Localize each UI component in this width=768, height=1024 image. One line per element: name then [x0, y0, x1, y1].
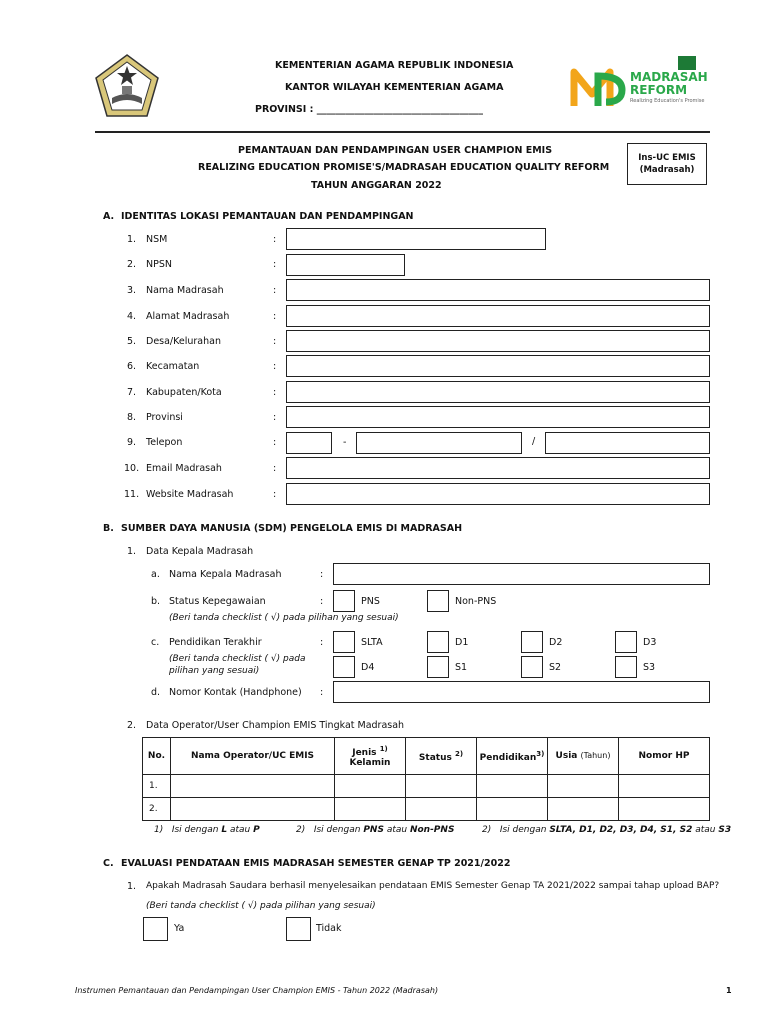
title-line3: TAHUN ANGGARAN 2022 — [311, 180, 442, 191]
field-label: Kabupaten/Kota — [146, 387, 222, 398]
sub2-num: 2. — [127, 720, 137, 731]
sup-2: 2) — [455, 749, 464, 758]
footnote-1-l: L — [221, 825, 228, 835]
footnote-2-pns: PNS — [363, 825, 384, 835]
colon: : — [273, 336, 277, 347]
slta-checkbox[interactable] — [333, 631, 355, 653]
colon: : — [273, 361, 277, 372]
col-phone: Nomor HP — [619, 738, 710, 775]
footnote-3-s3: S3 — [718, 825, 732, 835]
desa-input[interactable] — [286, 330, 710, 352]
cell-phone[interactable] — [619, 798, 710, 821]
npsn-input[interactable] — [286, 254, 405, 276]
table-row — [143, 798, 710, 821]
field-label: Telepon — [146, 437, 183, 448]
footnote-3-levels: SLTA, D1, D2, D3, D4, S1, S2 — [549, 825, 693, 835]
footnote-3-num: 2) — [482, 825, 492, 835]
pns-label: PNS — [361, 596, 380, 607]
province-line: PROVINSI : ___________________________________ — [255, 104, 483, 115]
cell-age[interactable] — [548, 775, 619, 798]
kecamatan-input[interactable] — [286, 355, 710, 377]
website-input[interactable] — [286, 483, 710, 505]
kontak-input[interactable] — [333, 681, 710, 703]
cell-gender[interactable] — [335, 798, 406, 821]
field-label: Desa/Kelurahan — [146, 336, 221, 347]
colon: : — [320, 637, 324, 648]
colon: : — [273, 463, 277, 474]
q1-hint: (Beri tanda checklist ( √) pada pilihan yang sesuai) — [146, 901, 376, 911]
d2-label: D2 — [549, 637, 563, 648]
field-num: 3. — [127, 285, 137, 296]
col-status — [406, 738, 477, 775]
title-line1: PEMANTAUAN DAN PENDAMPINGAN USER CHAMPION EMIS — [238, 145, 553, 156]
provinsi-input[interactable] — [286, 406, 710, 428]
ya-label: Ya — [174, 923, 185, 934]
table-header-row — [143, 738, 710, 775]
field-label: NPSN — [146, 259, 172, 270]
cell-gender[interactable] — [335, 775, 406, 798]
section-b-heading: SUMBER DAYA MANUSIA (SDM) PENGELOLA EMIS DI MADRASAH — [121, 523, 463, 534]
colon: : — [320, 596, 324, 607]
field-label: Email Madrasah — [146, 463, 222, 474]
title-line2: REALIZING EDUCATION PROMISE'S/MADRASAH EDUCATION QUALITY REFORM — [198, 162, 610, 173]
col-age-label: Usia — [555, 751, 578, 761]
d2-checkbox[interactable] — [521, 631, 543, 653]
field-label: Provinsi — [146, 412, 183, 423]
status-hint: (Beri tanda checklist ( √) pada pilihan yang sesuai) — [169, 613, 399, 623]
footnote-2-text: Isi dengan — [313, 825, 361, 835]
col-age-unit: (Tahun) — [580, 751, 611, 760]
pns-checkbox[interactable] — [333, 590, 355, 612]
item-d-letter: d. — [151, 687, 161, 698]
instrument-code-box — [627, 143, 707, 185]
field-num: 5. — [127, 336, 137, 347]
d3-label: D3 — [643, 637, 657, 648]
row-num: 1. — [143, 775, 171, 798]
logo-text-madrasah: MADRASAH — [630, 70, 708, 84]
footnote-2-num: 2) — [296, 825, 306, 835]
tidak-label: Tidak — [316, 923, 342, 934]
field-num: 2. — [127, 259, 137, 270]
item-b-letter: b. — [151, 596, 161, 607]
cell-age[interactable] — [548, 798, 619, 821]
field-label: Website Madrasah — [146, 489, 234, 500]
field-num: 1. — [127, 234, 137, 245]
non-pns-label: Non-PNS — [455, 596, 497, 607]
d1-label: D1 — [455, 637, 469, 648]
cell-status[interactable] — [406, 798, 477, 821]
edu-hint-2: pilihan yang sesuai) — [169, 666, 260, 676]
footnote-2-nonpns: Non-PNS — [409, 825, 455, 835]
col-edu — [477, 738, 548, 775]
field-num: 8. — [127, 412, 137, 423]
kepala-madrasah-input[interactable] — [333, 563, 710, 585]
colon: : — [273, 412, 277, 423]
field-num: 7. — [127, 387, 137, 398]
s1-label: S1 — [455, 662, 468, 673]
madrasah-reform-logo — [570, 54, 708, 116]
item-a-label: Nama Kepala Madrasah — [169, 569, 282, 580]
sub1-num: 1. — [127, 546, 137, 557]
s1-checkbox[interactable] — [427, 656, 449, 678]
item-a-letter: a. — [151, 569, 160, 580]
col-edu-label: Pendidikan — [479, 752, 537, 763]
cell-phone[interactable] — [619, 775, 710, 798]
footnote-3 — [482, 825, 731, 835]
field-num: 11. — [124, 489, 140, 500]
footnote-1-mid: atau — [229, 825, 251, 835]
cell-edu[interactable] — [477, 798, 548, 821]
footnote-2-mid: atau — [386, 825, 408, 835]
section-a-heading: IDENTITAS LOKASI PEMANTAUAN DAN PENDAMPINGAN — [121, 211, 414, 222]
item-d-label: Nomor Kontak (Handphone) — [169, 687, 302, 698]
section-a-letter: A. — [103, 211, 115, 222]
field-label: Kecamatan — [146, 361, 200, 372]
colon: : — [273, 285, 277, 296]
section-b-letter: B. — [103, 523, 114, 534]
field-label: Alamat Madrasah — [146, 311, 230, 322]
edu-hint-1: (Beri tanda checklist ( √) pada — [169, 654, 306, 664]
q1-text: Apakah Madrasah Saudara berhasil menyelesaikan pendataan EMIS Semester Genap TA 2021/2022 sampai tahap upload BAP? — [146, 881, 720, 891]
footnote-3-text: Isi dengan — [499, 825, 547, 835]
footnote-1-p: P — [253, 825, 260, 835]
field-label: NSM — [146, 234, 168, 245]
d3-checkbox[interactable] — [615, 631, 637, 653]
d4-label: D4 — [361, 662, 375, 673]
q1-num: 1. — [127, 881, 137, 892]
colon: : — [320, 687, 324, 698]
sup-3: 3) — [536, 749, 545, 758]
logo-tagline: Realizing Education's Promise — [630, 98, 705, 104]
telepon-area-input[interactable] — [286, 432, 332, 454]
ministry-name: KEMENTERIAN AGAMA REPUBLIK INDONESIA — [275, 60, 514, 71]
footnote-1-num: 1) — [154, 825, 164, 835]
section-c-heading: EVALUASI PENDATAAN EMIS MADRASAH SEMESTER GENAP TP 2021/2022 — [121, 858, 511, 869]
telepon-ext-input[interactable] — [545, 432, 710, 454]
office-name: KANTOR WILAYAH KEMENTERIAN AGAMA — [285, 82, 504, 93]
sub2-label: Data Operator/User Champion EMIS Tingkat Madrasah — [146, 720, 405, 731]
col-gender-line2: Kelamin — [349, 757, 391, 768]
ministry-logo — [92, 52, 162, 122]
s3-checkbox[interactable] — [615, 656, 637, 678]
tidak-checkbox[interactable] — [286, 917, 311, 941]
colon: : — [273, 387, 277, 398]
item-b-label: Status Kepegawaian — [169, 596, 266, 607]
col-name: Nama Operator/UC EMIS — [171, 738, 335, 775]
item-c-label: Pendidikan Terakhir — [169, 637, 262, 648]
nama-madrasah-input[interactable] — [286, 279, 710, 301]
non-pns-checkbox[interactable] — [427, 590, 449, 612]
cell-status[interactable] — [406, 775, 477, 798]
field-num: 9. — [127, 437, 137, 448]
kabupaten-input[interactable] — [286, 381, 710, 403]
colon: : — [273, 437, 277, 448]
phone-dash: - — [343, 437, 347, 448]
sup-1: 1) — [379, 744, 388, 753]
alamat-madrasah-input[interactable] — [286, 305, 710, 327]
colon: : — [273, 234, 277, 245]
colon: : — [273, 489, 277, 500]
sub1-label: Data Kepala Madrasah — [146, 546, 254, 557]
col-status-label: Status — [418, 752, 452, 763]
colon: : — [273, 259, 277, 270]
nsm-input[interactable] — [286, 228, 546, 250]
section-c-letter: C. — [103, 858, 114, 869]
field-label: Nama Madrasah — [146, 285, 224, 296]
s3-label: S3 — [643, 662, 656, 673]
colon: : — [273, 311, 277, 322]
colon: : — [320, 569, 324, 580]
cell-edu[interactable] — [477, 775, 548, 798]
footnote-1-text: Isi dengan — [171, 825, 219, 835]
slta-label: SLTA — [361, 637, 383, 648]
ya-checkbox[interactable] — [143, 917, 168, 941]
col-no: No. — [143, 738, 171, 775]
col-gender-line1: Jenis — [352, 747, 377, 758]
row-num: 2. — [143, 798, 171, 821]
cell-name[interactable] — [171, 798, 335, 821]
field-num: 10. — [124, 463, 140, 474]
field-num: 6. — [127, 361, 137, 372]
email-input[interactable] — [286, 457, 710, 479]
s2-label: S2 — [549, 662, 562, 673]
telepon-number-input[interactable] — [356, 432, 522, 454]
col-gender — [335, 738, 406, 775]
field-num: 4. — [127, 311, 137, 322]
footnote-1 — [154, 825, 260, 835]
footnote-2 — [296, 825, 454, 835]
item-c-letter: c. — [151, 637, 160, 648]
operator-table — [142, 737, 710, 821]
d4-checkbox[interactable] — [333, 656, 355, 678]
logo-text-reform: REFORM — [630, 83, 688, 97]
instrument-type: (Madrasah) — [639, 165, 695, 175]
header-divider — [95, 131, 710, 133]
footnote-3-mid: atau — [695, 825, 716, 835]
page-number: 1 — [726, 986, 732, 995]
table-row — [143, 775, 710, 798]
cell-name[interactable] — [171, 775, 335, 798]
phone-slash: / — [532, 436, 536, 447]
instrument-code: Ins-UC EMIS — [638, 153, 696, 163]
col-age — [548, 738, 619, 775]
d1-checkbox[interactable] — [427, 631, 449, 653]
s2-checkbox[interactable] — [521, 656, 543, 678]
footer-text: Instrumen Pemantauan dan Pendampingan User Champion EMIS - Tahun 2022 (Madrasah) — [75, 986, 439, 995]
